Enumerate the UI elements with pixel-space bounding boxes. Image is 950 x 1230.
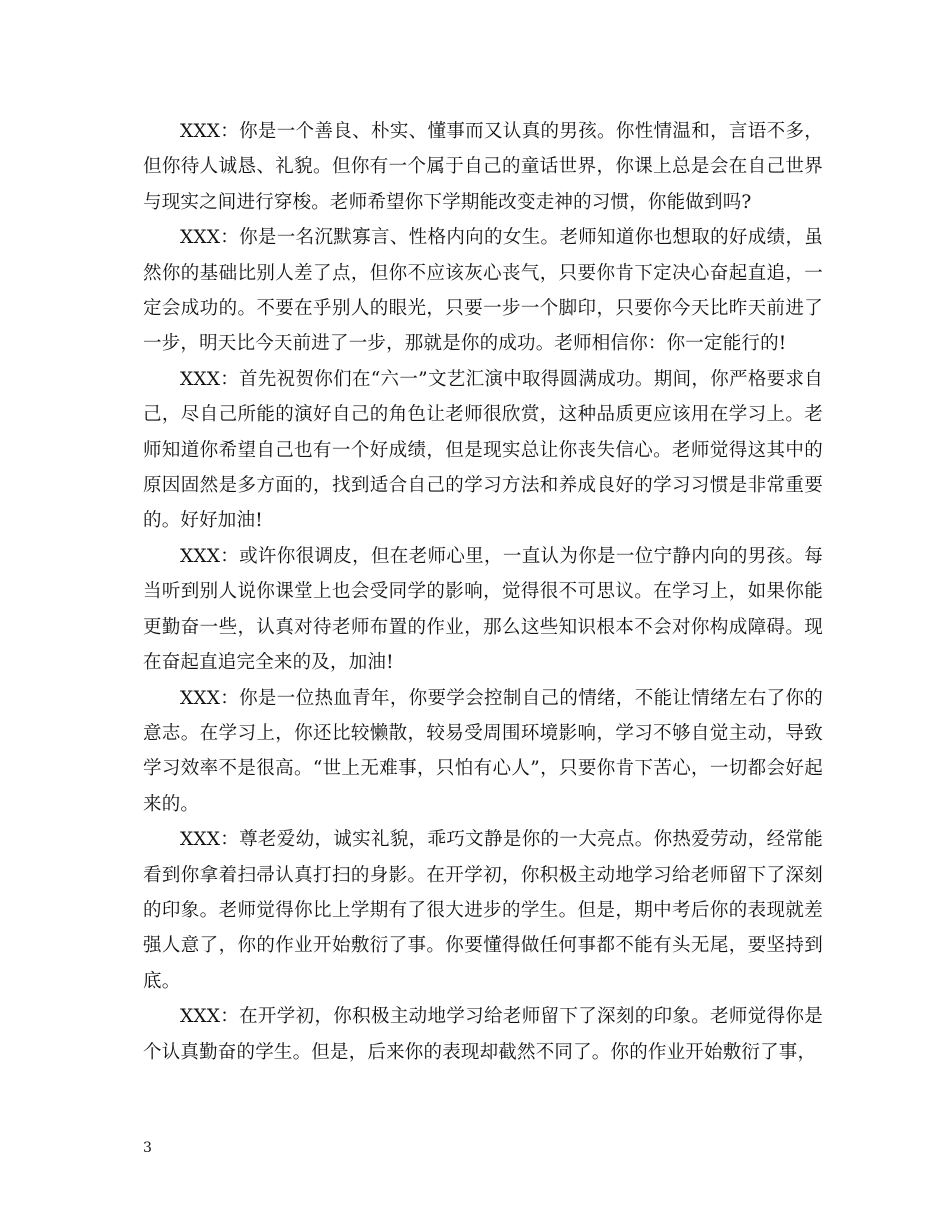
paragraph-2: XXX：你是一名沉默寡言、性格内向的女生。老师知道你也想取的好成绩，虽然你的基础比别人差了点，但你不应该灰心丧气，只要你肯下定决心奋起直追，一定会成功的。不要在乎别人的眼光，只要一步一个脚印，只要你今天比昨天前进了一步，明天比今天前进了一步，那就是你的成功。老师相信你：你一定能行的! <box>143 227 823 355</box>
paragraph-7: XXX：在开学初，你积极主动地学习给老师留下了深刻的印象。老师觉得你是个认真勤奋的学生。但是，后来你的表现却截然不同了。你的作业开始敷衍了事， <box>143 1006 823 1063</box>
page-number: 3 <box>143 1140 152 1156</box>
paragraph-3: XXX：首先祝贺你们在“六一”文艺汇演中取得圆满成功。期间，你严格要求自己，尽自己所能的演好自己的角色让老师很欣赏，这种品质更应该用在学习上。老师知道你希望自己也有一个好成绩，但是现实总让你丧失信心。老师觉得这其中的原因固然是多方面的，找到适合自己的学习方法和养成良好的学习习惯是非常重要的。好好加油! <box>143 368 823 532</box>
body-text <box>143 114 823 1070</box>
paragraph-5: XXX：你是一位热血青年，你要学会控制自己的情绪，不能让情绪左右了你的意志。在学习上，你还比较懒散，较易受周围环境影响，学习不够自觉主动，导致学习效率不是很高。“世上无难事，只怕有心人”，只要你肯下苦心，一切都会好起来的。 <box>143 687 823 815</box>
paragraph-6: XXX：尊老爱幼，诚实礼貌，乖巧文静是你的一大亮点。你热爱劳动，经常能看到你拿着扫帚认真打扫的身影。在开学初，你积极主动地学习给老师留下了深刻的印象。老师觉得你比上学期有了很大进步的学生。但是，期中考后你的表现就差强人意了，你的作业开始敷衍了事。你要懂得做任何事都不能有头无尾，要坚持到底。 <box>143 829 823 992</box>
paragraph-1: XXX：你是一个善良、朴实、懂事而又认真的男孩。你性情温和，言语不多，但你待人诚恳、礼貌。但你有一个属于自己的童话世界，你课上总是会在自己世界与现实之间进行穿梭。老师希望你下学期能改变走神的习惯，你能做到吗? <box>143 121 823 213</box>
paragraph-4: XXX：或许你很调皮，但在老师心里，一直认为你是一位宁静内向的男孩。每当听到别人说你课堂上也会受同学的影响，觉得很不可思议。在学习上，如果你能更勤奋一些，认真对待老师布置的作业，那么这些知识根本不会对你构成障碍。现在奋起直追完全来的及，加油! <box>143 545 823 674</box>
